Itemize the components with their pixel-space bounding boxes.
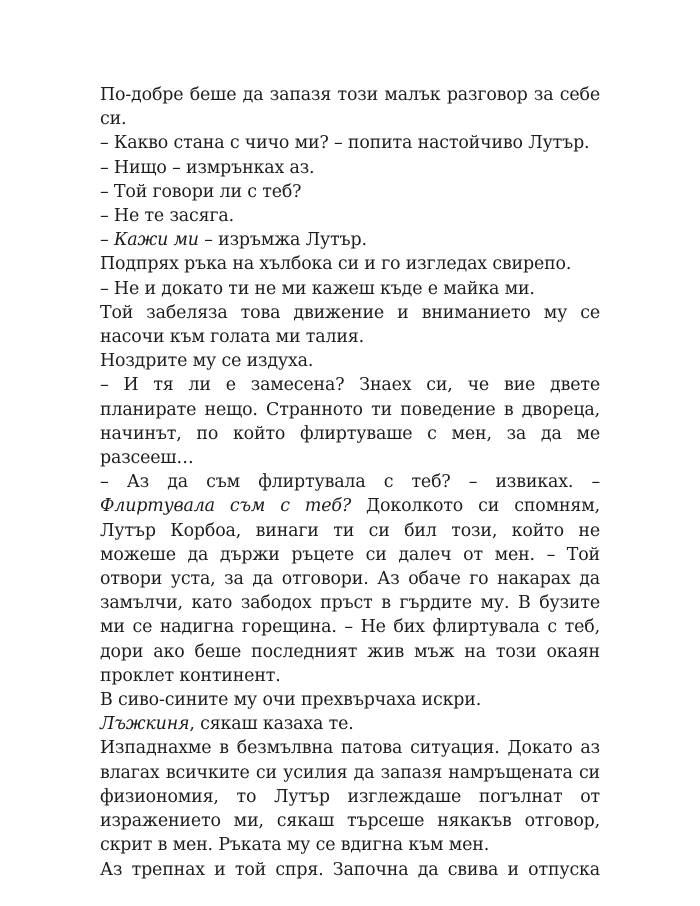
text-segment: Той забеляза това движение и вниманието му се насочи към голата ми талия.: [100, 302, 600, 348]
text-segment: Подпрях ръка на хълбока си и го изгледах свирепо.: [100, 254, 572, 275]
text-segment: Аз трепнах и той спря. Започна да свива и отпуска: [100, 859, 600, 880]
italic-text: Кажи ми: [113, 230, 199, 251]
paragraph: [100, 736, 600, 857]
text-segment: – И тя ли е замесена? Знаех си, че вие двете планирате нещо. Странното ти поведение в двореца, начинът, по който флиртуваше с мен, за да ме разсееш…: [100, 375, 600, 469]
paragraph: [100, 858, 600, 882]
paragraph: [100, 349, 600, 373]
paragraph: [100, 301, 600, 349]
text-segment: – Той говори ли с теб?: [100, 181, 302, 202]
text-segment: – Какво стана с чичо ми? – попита настойчиво Лутър.: [100, 133, 590, 154]
text-segment: – Аз да съм флиртувала с теб? – извиках. –: [100, 472, 600, 493]
paragraph: [100, 252, 600, 276]
paragraph: [100, 712, 600, 736]
text-segment: – Не и докато ти не ми кажеш къде е майка ми.: [100, 278, 535, 299]
text-segment: – Не те засяга.: [100, 206, 234, 227]
paragraph: [100, 688, 600, 712]
text-segment: – Нищо – измрънках аз.: [100, 157, 315, 178]
italic-text: Флиртувала съм с теб?: [100, 496, 351, 517]
paragraph: [100, 470, 600, 688]
text-segment: В сиво-сините му очи прехвърчаха искри.: [100, 690, 482, 711]
text-segment: – изръмжа Лутър.: [198, 230, 367, 251]
italic-text: Лъжкиня: [100, 714, 190, 735]
body-text: [100, 83, 600, 882]
text-segment: –: [100, 230, 114, 251]
paragraph: [100, 156, 600, 180]
paragraph: [100, 277, 600, 301]
paragraph: [100, 204, 600, 228]
paragraph: [100, 131, 600, 155]
paragraph: [100, 373, 600, 470]
text-segment: По-добре беше да запазя този малък разговор за себе си.: [100, 85, 600, 130]
text-segment: Ноздрите му се издуха.: [100, 351, 314, 372]
text-segment: Изпаднахме в безмълвна патова ситуация. Докато аз влагах всичките си усилия да запазя намръщената си физиономия, то Лутър изглеждаше погълнат от изражението ми, сякаш търсеше някакъв отговор, скрит в мен. Ръката му се вдигна към мен.: [100, 738, 600, 856]
text-segment: , сякаш казаха те.: [189, 714, 354, 735]
paragraph: [100, 83, 600, 131]
paragraph: [100, 180, 600, 204]
paragraph: [100, 228, 600, 252]
text-segment: Доколкото си спомням, Лутър Корбоа, винаги ти си бил този, който не можеше да държи ръцете си далеч от мен. – Той отвори уста, за да отговори. Аз обаче го накарах да замълчи, като забодох пръст в гърдите му. В бузите ми се надигна горещина. – Не бих флиртувала с теб, дори ако беше последният жив мъж на този окаян проклет континент.: [100, 496, 600, 686]
